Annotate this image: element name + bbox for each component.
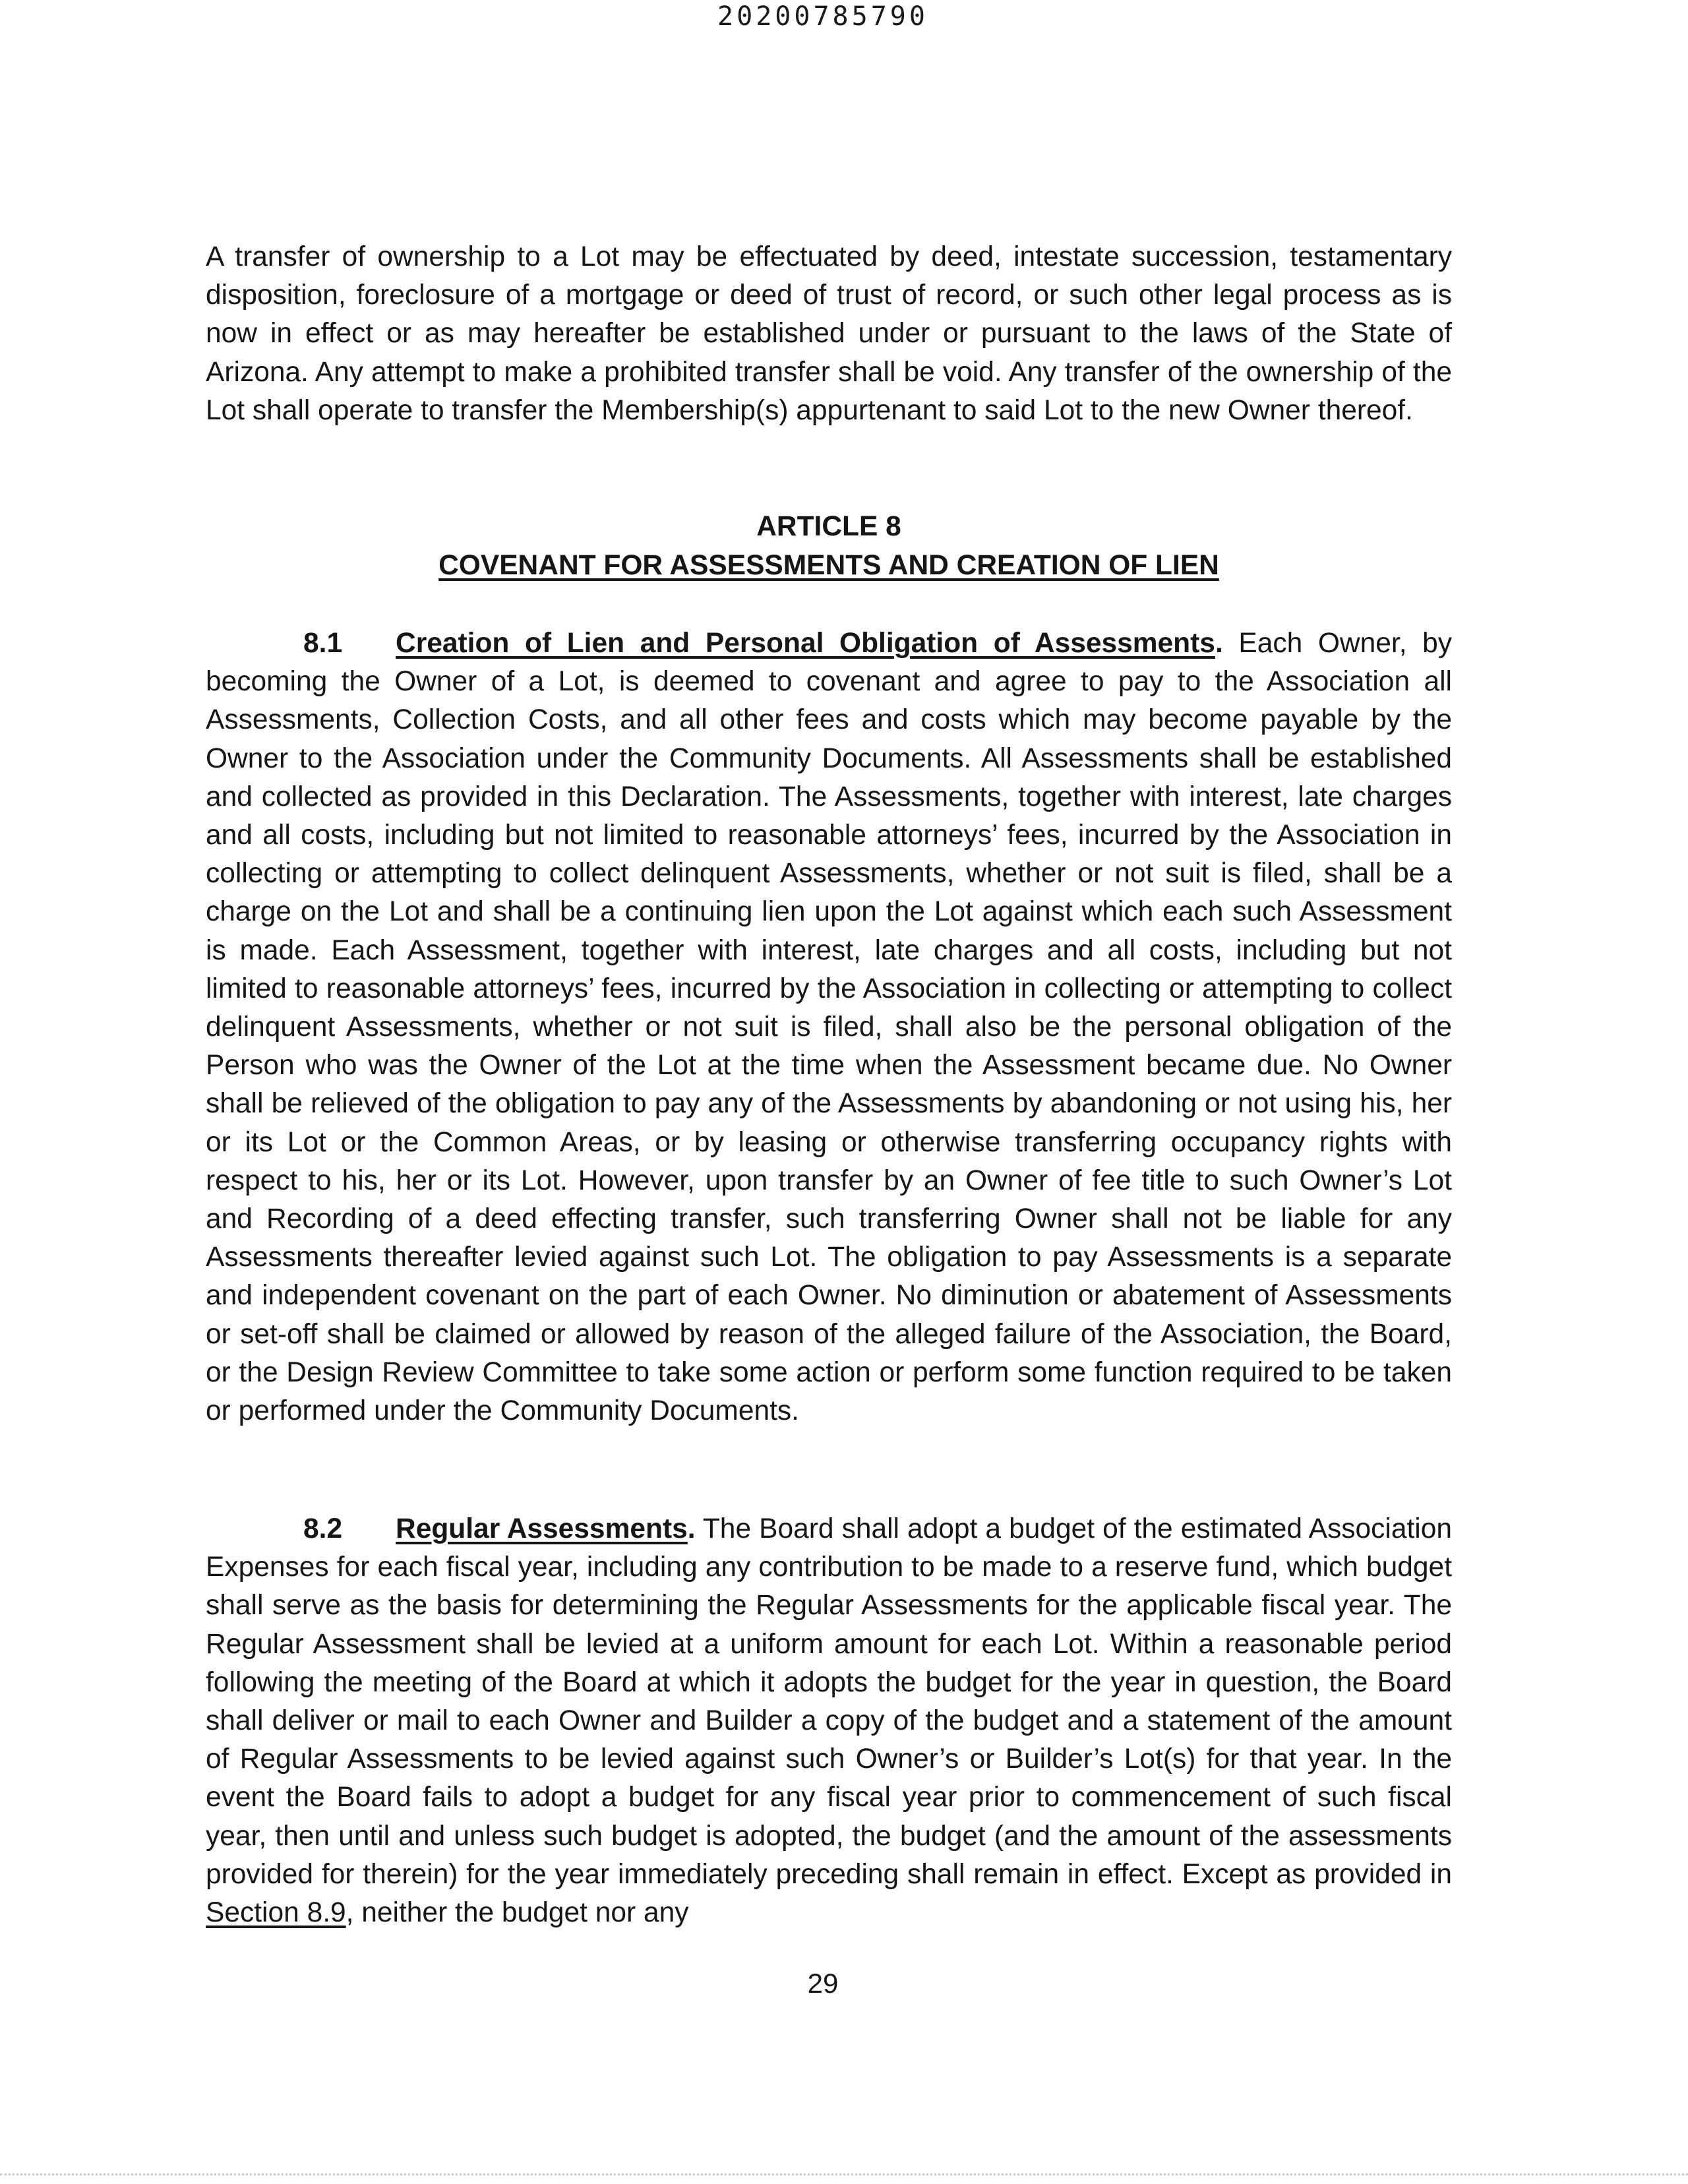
article-number: ARTICLE 8 [756,511,901,542]
page-number: 29 [807,1968,839,1999]
section-title: Creation of Lien and Personal Obligation of Assessments [396,628,1215,659]
recording-number: 20200785790 [717,1,928,32]
section-body-text: Each Owner, by becoming the Owner of a Lot, is deemed to covenant and agree to pay to the Association all Assessments, Collection Costs, and all other fees and costs which may become payable by the Owner to the Association under the Community Documents. All Assessments shall be established and collected as provided in this Declaration. The Assessments, together with interest, late charges and all costs, including but not limited to reasonable attorneys’ fees, incurred by the Association in collecting or attempting to collect delinquent Assessments, whether or not suit is filed, shall be a charge on the Lot and shall be a continuing lien upon the Lot against which each such Assessment is made. Each Assessment, together with interest, late charges and all costs, including but not limited to reasonable attorneys’ fees, incurred by the Association in collecting or attempting to collect delinquent Assessments, whether or not suit is filed, shall also be the personal obligation of the Person who was the Owner of the Lot at the time when the Assessment became due. No Owner shall be relieved of the obligation to pay any of the Assessments by abandoning or not using his, her or its Lot or the Common Areas, or by leasing or otherwise transferring occupancy rights with respect to his, her or its Lot. However, upon transfer by an Owner of fee title to such Owner’s Lot and Recording of a deed effecting transfer, such transferring Owner shall not be liable for any Assessments thereafter levied against such Lot. The obligation to pay Assessments is a separate and independent covenant on the part of each Owner. No diminution or abatement of Assessments or set-off shall be claimed or allowed by reason of the alleged failure of the Association, the Board, or the Design Review Committee to take some action or perform some function required to be taken or performed under the Community Documents. [206,628,1452,1427]
section-title-period: . [1215,628,1223,659]
section-body-text-continued: , neither the budget nor any [346,1897,689,1929]
section-body-text: The Board shall adopt a budget of the estimated Association Expenses for each fiscal year, including any contribution to be made to a reserve fund, which budget shall serve as the basis for determining the Regular Assessments for the applicable fiscal year. The Regular Assessment shall be levied at a uniform amount for each Lot. Within a reasonable period following the meeting of the Board at which it adopts the budget for the year in question, the Board shall deliver or mail to each Owner and Builder a copy of the budget and a statement of the amount of Regular Assessments to be levied against such Owner’s or Builder’s Lot(s) for that year. In the event the Board fails to adopt a budget for any fiscal year prior to commencement of such fiscal year, then until and unless such budget is adopted, the budget (and the amount of the assessments provided for therein) for the year immediately preceding shall remain in effect. Except as provided in [206,1513,1453,1890]
intro-paragraph: A transfer of ownership to a Lot may be effectuated by deed, intestate succession, testamentary disposition, foreclosure of a mortgage or deed of trust of record, or such other legal process as is now in effect or as may hereafter be established under or pursuant to the laws of the State of Arizona. Any attempt to make a prohibited transfer shall be void. Any transfer of the ownership of the Lot shall operate to transfer the Membership(s) appurtenant to said Lot to the new Owner thereof. [206,241,1452,426]
section-number: 8.2 [303,1513,343,1544]
article-title: COVENANT FOR ASSESSMENTS AND CREATION OF LIEN [438,550,1219,581]
scan-edge-divider [0,2173,1688,2175]
section-title: Regular Assessments [396,1513,688,1544]
section-title-period: . [687,1513,696,1544]
section-number: 8.1 [303,628,343,659]
section-8-2-paragraph [206,1510,1452,1932]
section-cross-reference: Section 8.9 [206,1897,346,1929]
section-8-1-paragraph [206,624,1452,1430]
